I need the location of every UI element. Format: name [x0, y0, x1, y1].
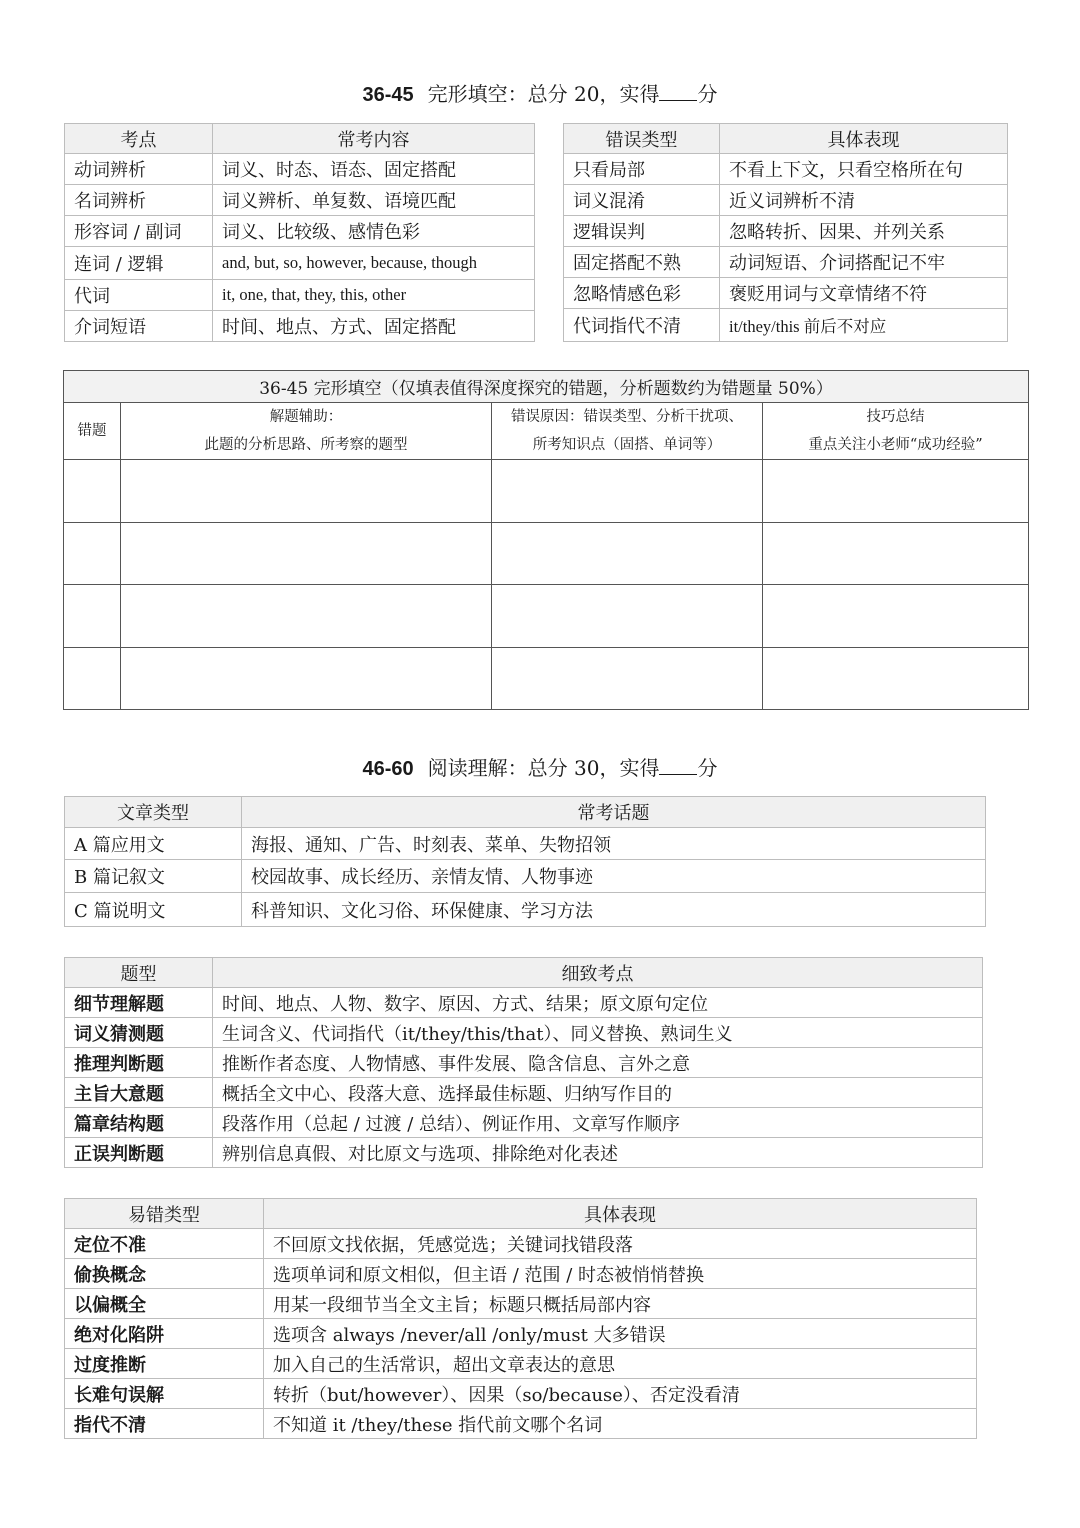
table-cell: 代词指代不清	[564, 309, 720, 342]
cloze-errors-table	[563, 123, 1008, 342]
table-cell: 忽略转折、因果、并列关系	[720, 216, 1008, 247]
table-cell: 科普知识、文化习俗、环保健康、学习方法	[242, 893, 986, 927]
table-cell: 名词辨析	[65, 185, 213, 216]
blank-row	[64, 460, 1029, 523]
table-cell: 词义、时态、语态、固定搭配	[213, 154, 535, 185]
col-solution-aid	[121, 403, 492, 460]
table-cell: 细节理解题	[65, 988, 213, 1018]
table-cell: 过度推断	[65, 1349, 264, 1379]
blank-cell[interactable]	[763, 523, 1029, 585]
cloze-title-text: 完形填空：总分 20，实得	[427, 82, 660, 106]
table-cell: 词义、比较级、感情色彩	[213, 216, 535, 247]
col-skill-summary	[763, 403, 1029, 460]
table-cell: 主旨大意题	[65, 1078, 213, 1108]
cloze-section-title	[0, 80, 1080, 109]
col-solution-aid-line2: 此题的分析思路、所考察的题型	[204, 437, 408, 453]
mistake-type-table	[64, 1198, 977, 1439]
table-cell: 绝对化陷阱	[65, 1319, 264, 1349]
col-error-reason-line1: 错误原因：错误类型、分析干扰项、	[511, 409, 743, 425]
reading-title-text: 阅读理解：总分 30，实得	[427, 756, 660, 780]
reading-title-tail: 分	[697, 756, 718, 780]
table-cell: 用某一段细节当全文主旨；标题只概括局部内容	[264, 1289, 977, 1319]
table-cell: it, one, that, they, this, other	[213, 280, 535, 311]
table-cell: 忽略情感色彩	[564, 278, 720, 309]
table-cell: A 篇应用文	[65, 828, 242, 860]
table-cell: 代词	[65, 280, 213, 311]
article-type-table	[64, 796, 986, 927]
blank-cell[interactable]	[492, 648, 763, 710]
col-skill-summary-line1: 技巧总结	[866, 409, 925, 425]
col-solution-aid-line1: 解题辅助：	[269, 409, 343, 425]
table-cell: 生词含义、代词指代（it/they/this/that）、同义替换、熟词生义	[213, 1018, 983, 1048]
analysis-table-caption: 36-45 完形填空（仅填表值得深度探究的错题，分析题数约为错题量 50%）	[64, 371, 1029, 403]
blank-cell[interactable]	[64, 585, 121, 648]
table-cell: 逻辑误判	[564, 216, 720, 247]
table-cell: 不知道 it /they/these 指代前文哪个名词	[264, 1409, 977, 1439]
table-cell: 固定搭配不熟	[564, 247, 720, 278]
blank-cell[interactable]	[121, 648, 492, 710]
table-cell: 偷换概念	[65, 1259, 264, 1289]
table-cell: C 篇说明文	[65, 893, 242, 927]
table-cell: it/they/this 前后不对应	[720, 309, 1008, 342]
table-header: 题型	[65, 958, 213, 988]
table-cell: 词义混淆	[564, 185, 720, 216]
table-cell: 海报、通知、广告、时刻表、菜单、失物招领	[242, 828, 986, 860]
table-cell: 概括全文中心、段落大意、选择最佳标题、归纳写作目的	[213, 1078, 983, 1108]
table-header: 常考话题	[242, 797, 986, 828]
table-header: 细致考点	[213, 958, 983, 988]
table-cell: 长难句误解	[65, 1379, 264, 1409]
table-cell: 辨别信息真假、对比原文与选项、排除绝对化表述	[213, 1138, 983, 1168]
blank-row	[64, 648, 1029, 710]
blank-cell[interactable]	[64, 460, 121, 523]
table-cell: 加入自己的生活常识，超出文章表达的意思	[264, 1349, 977, 1379]
table-header: 具体表现	[264, 1199, 977, 1229]
table-cell: 定位不准	[65, 1229, 264, 1259]
table-cell: 以偏概全	[65, 1289, 264, 1319]
table-header: 错误类型	[564, 124, 720, 154]
cloze-title-tail: 分	[697, 82, 718, 106]
cloze-title-number: 36-45	[362, 84, 414, 106]
table-cell: 褒贬用词与文章情绪不符	[720, 278, 1008, 309]
table-cell: 篇章结构题	[65, 1108, 213, 1138]
table-cell: 正误判断题	[65, 1138, 213, 1168]
table-header: 常考内容	[213, 124, 535, 154]
table-cell: 转折（but/however）、因果（so/because）、否定没看清	[264, 1379, 977, 1409]
col-skill-summary-line2: 重点关注小老师“成功经验”	[808, 437, 983, 453]
table-cell: 段落作用（总起 / 过渡 / 总结）、例证作用、文章写作顺序	[213, 1108, 983, 1138]
table-cell: 近义词辨析不清	[720, 185, 1008, 216]
score-blank	[659, 756, 697, 775]
table-header: 易错类型	[65, 1199, 264, 1229]
col-wrong-question: 错题	[64, 403, 121, 460]
table-cell: and, but, so, however, because, though	[213, 247, 535, 280]
table-cell: 词义猜测题	[65, 1018, 213, 1048]
blank-cell[interactable]	[121, 460, 492, 523]
blank-cell[interactable]	[763, 648, 1029, 710]
reading-title-number: 46-60	[362, 758, 414, 780]
table-cell: 不看上下文，只看空格所在句	[720, 154, 1008, 185]
col-error-reason-line2: 所考知识点（固搭、单词等）	[532, 437, 722, 453]
table-cell: 推理判断题	[65, 1048, 213, 1078]
score-blank	[659, 82, 697, 101]
table-cell: 动词短语、介词搭配记不牢	[720, 247, 1008, 278]
reading-section-title	[0, 754, 1080, 783]
table-header: 文章类型	[65, 797, 242, 828]
cloze-points-table	[64, 123, 535, 342]
blank-cell[interactable]	[492, 460, 763, 523]
table-cell: 指代不清	[65, 1409, 264, 1439]
blank-cell[interactable]	[121, 585, 492, 648]
table-cell: 选项单词和原文相似，但主语 / 范围 / 时态被悄悄替换	[264, 1259, 977, 1289]
blank-cell[interactable]	[492, 585, 763, 648]
table-cell: 动词辨析	[65, 154, 213, 185]
blank-row	[64, 585, 1029, 648]
blank-cell[interactable]	[763, 585, 1029, 648]
table-cell: 介词短语	[65, 311, 213, 342]
blank-cell[interactable]	[64, 523, 121, 585]
table-cell: 连词 / 逻辑	[65, 247, 213, 280]
table-cell: 只看局部	[564, 154, 720, 185]
cloze-analysis-table	[63, 370, 1029, 710]
table-header: 具体表现	[720, 124, 1008, 154]
question-type-table	[64, 957, 983, 1168]
table-cell: 时间、地点、人物、数字、原因、方式、结果；原文原句定位	[213, 988, 983, 1018]
table-cell: 词义辨析、单复数、语境匹配	[213, 185, 535, 216]
blank-cell[interactable]	[763, 460, 1029, 523]
table-cell: B 篇记叙文	[65, 860, 242, 893]
table-cell: 不回原文找依据，凭感觉选；关键词找错段落	[264, 1229, 977, 1259]
blank-cell[interactable]	[64, 648, 121, 710]
col-error-reason	[492, 403, 763, 460]
table-header: 考点	[65, 124, 213, 154]
table-cell: 时间、地点、方式、固定搭配	[213, 311, 535, 342]
table-cell: 形容词 / 副词	[65, 216, 213, 247]
table-cell: 选项含 always /never/all /only/must 大多错误	[264, 1319, 977, 1349]
table-cell: 推断作者态度、人物情感、事件发展、隐含信息、言外之意	[213, 1048, 983, 1078]
blank-cell[interactable]	[492, 523, 763, 585]
table-cell: 校园故事、成长经历、亲情友情、人物事迹	[242, 860, 986, 893]
blank-cell[interactable]	[121, 523, 492, 585]
blank-row	[64, 523, 1029, 585]
